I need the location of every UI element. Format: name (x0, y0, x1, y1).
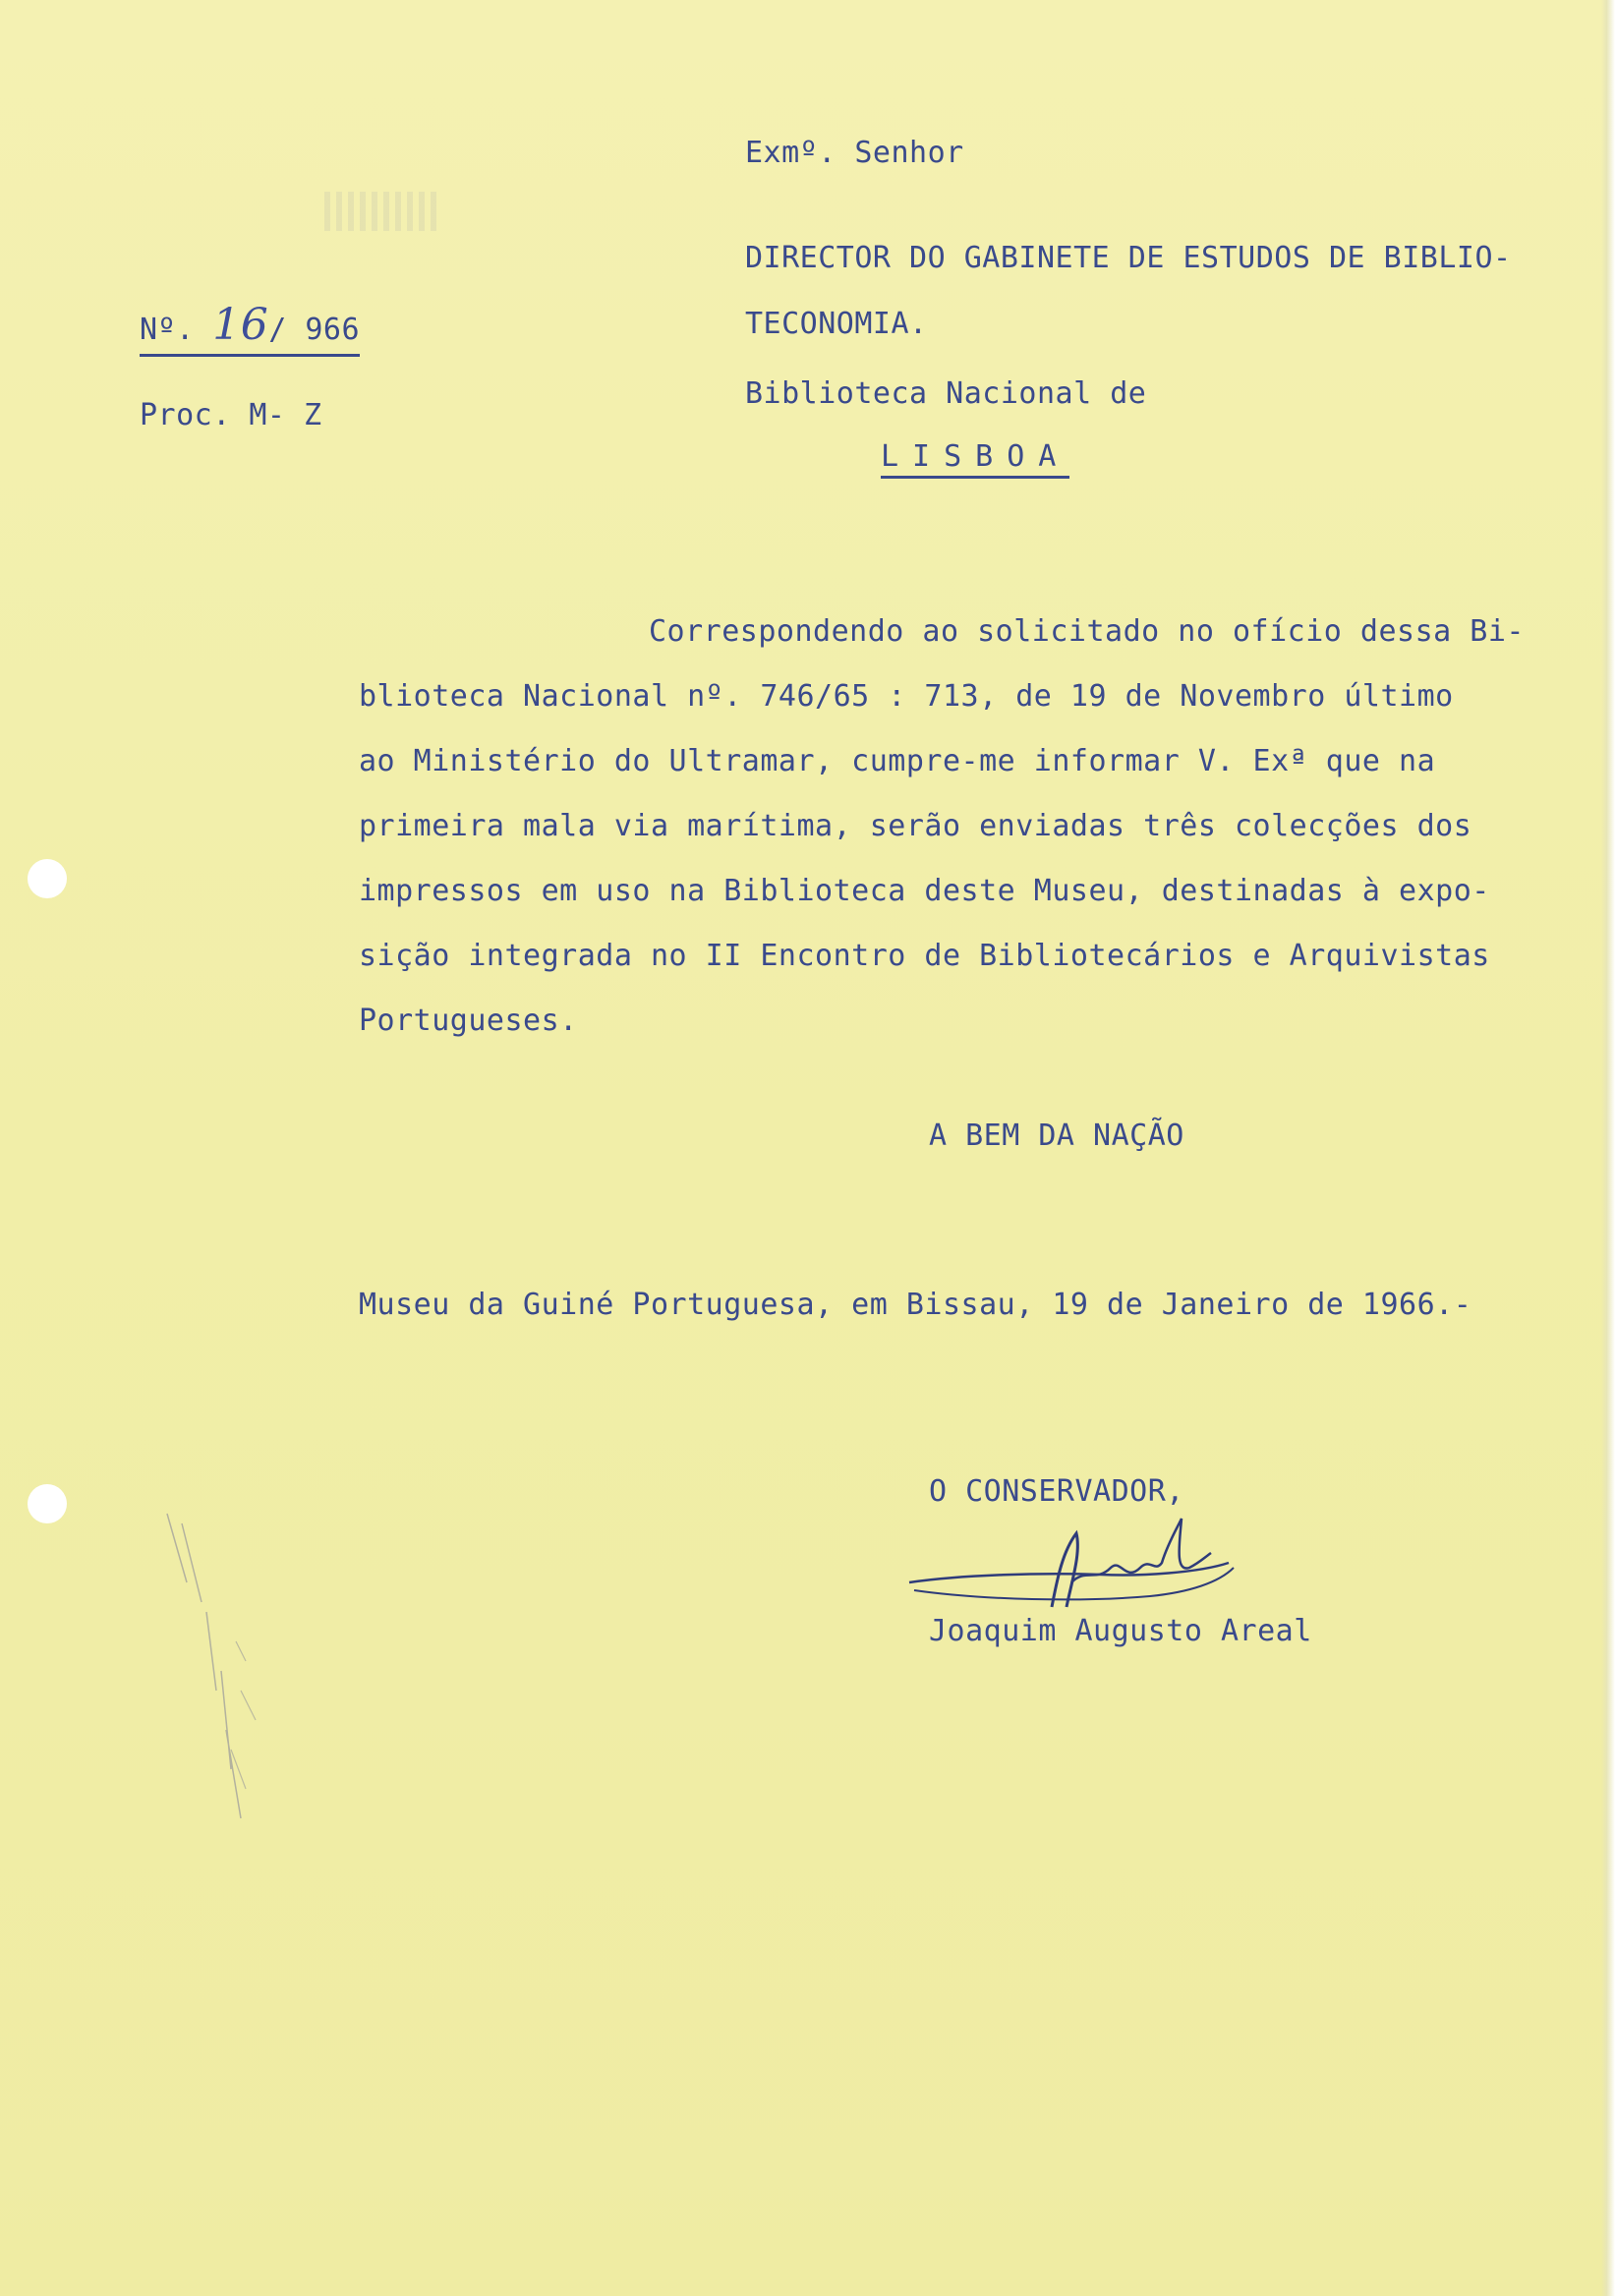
body-line: primeira mala via marítima, serão enviadas três colecções dos (359, 809, 1472, 843)
recipient-institution: Biblioteca Nacional de (745, 376, 1147, 411)
process-code: Proc. M- Z (140, 398, 322, 432)
reference-year: / 966 (268, 313, 361, 347)
body-line: Correspondendo ao solicitado no ofício dessa Bi- (649, 614, 1525, 649)
recipient-title-line-1: DIRECTOR DO GABINETE DE ESTUDOS DE BIBLIO- (745, 241, 1512, 275)
pencil-marks (147, 1494, 275, 1848)
faded-stamp-mark (324, 192, 442, 231)
place-and-date: Museu da Guiné Portuguesa, em Bissau, 19 de Janeiro de 1966.- (359, 1288, 1472, 1322)
body-line: ao Ministério do Ultramar, cumpre-me informar V. Exª que na (359, 744, 1436, 778)
handwritten-signature (904, 1514, 1239, 1622)
signatory-role: O CONSERVADOR, (929, 1474, 1184, 1509)
punch-hole-top (28, 859, 67, 898)
letter-body (359, 600, 1578, 1054)
body-line: Portugueses. (359, 1004, 578, 1038)
punch-hole-bottom (28, 1484, 67, 1523)
salutation: Exmº. Senhor (745, 136, 964, 170)
recipient-city: LISBOA (881, 439, 1069, 479)
closing-formula: A BEM DA NAÇÃO (929, 1119, 1184, 1153)
recipient-title-line-2: TECONOMIA. (745, 307, 928, 341)
reference-number (140, 300, 360, 357)
body-line: impressos em uso na Biblioteca deste Museu, destinadas à expo- (359, 874, 1490, 908)
signatory-name: Joaquim Augusto Areal (929, 1614, 1312, 1648)
paper-edge (1601, 0, 1615, 2296)
reference-prefix: Nº. (140, 313, 195, 347)
reference-handwritten-number: 16 (212, 300, 269, 350)
body-line: sição integrada no II Encontro de Bibliotecários e Arquivistas (359, 939, 1490, 973)
body-line: blioteca Nacional nº. 746/65 : 713, de 19 de Novembro último (359, 679, 1454, 714)
